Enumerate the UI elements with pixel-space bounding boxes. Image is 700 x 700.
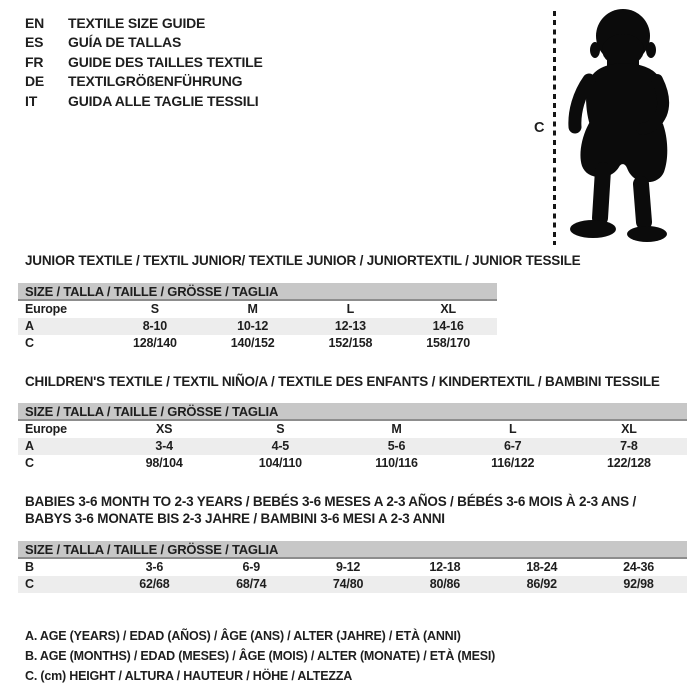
height-cell: 122/128	[607, 456, 651, 470]
language-label: TEXTILGRÖßENFÜHRUNG	[68, 73, 243, 90]
babies-textile-title	[25, 494, 636, 527]
height-cell: 62/68	[139, 577, 170, 591]
language-row-fr	[25, 53, 263, 72]
size-cell: XL	[440, 302, 456, 316]
babies-textile-table	[18, 541, 687, 593]
size-cell: XL	[621, 422, 637, 436]
childrens-textile-title: CHILDREN'S TEXTILE / TEXTIL NIÑO/A / TEXTILE DES ENFANTS / KINDERTEXTIL / BAMBINI TESSILE	[25, 374, 660, 389]
junior-textile-title: JUNIOR TEXTILE / TEXTIL JUNIOR/ TEXTILE JUNIOR / JUNIORTEXTIL / JUNIOR TESSILE	[25, 253, 581, 268]
table-row-height-cm	[18, 576, 687, 593]
language-label: TEXTILE SIZE GUIDE	[68, 15, 206, 31]
table-row-europe	[18, 301, 497, 318]
language-label: GUÍA DE TALLAS	[68, 34, 182, 51]
age-cell: 4-5	[271, 439, 290, 453]
age-cell: 24-36	[623, 560, 655, 574]
age-cell: 12-13	[334, 319, 366, 333]
row-label: A	[25, 319, 34, 333]
age-cell: 9-12	[335, 560, 361, 574]
size-cell: L	[346, 302, 355, 316]
child-figure	[528, 8, 693, 248]
size-cell: M	[391, 422, 402, 436]
dashed-measure-line	[553, 11, 556, 245]
toddler-silhouette-icon	[565, 8, 685, 244]
size-cell: L	[508, 422, 517, 436]
age-cell: 6-9	[242, 560, 260, 574]
language-label: GUIDE DES TAILLES TEXTILE	[68, 53, 263, 70]
height-cell: 68/74	[236, 577, 267, 591]
table-row-europe	[18, 421, 687, 438]
table-row-age-months	[18, 559, 687, 576]
language-label: GUIDA ALLE TAGLIE TESSILI	[68, 92, 259, 109]
age-cell: 10-12	[237, 319, 269, 333]
babies-title-line-2: BABYS 3-6 MONATE BIS 2-3 JAHRE / BAMBINI 3-6 MESI A 2-3 ANNI	[25, 510, 445, 526]
table-row-height-cm	[18, 455, 687, 472]
language-row-es	[25, 33, 263, 52]
footnotes	[25, 626, 495, 686]
size-header-bar: SIZE / TALLA / TAILLE / GRÖSSE / TAGLIA	[18, 283, 497, 301]
size-header-bar: SIZE / TALLA / TAILLE / GRÖSSE / TAGLIA	[18, 541, 687, 559]
height-cell: 158/170	[426, 336, 471, 350]
height-cell: 86/92	[526, 577, 557, 591]
height-cell: 98/104	[145, 456, 183, 470]
size-cell: S	[150, 302, 159, 316]
age-cell: 14-16	[432, 319, 464, 333]
row-label: B	[25, 560, 34, 574]
height-cell: 128/140	[132, 336, 177, 350]
height-cell: 110/116	[375, 456, 418, 470]
language-code: FR	[25, 53, 44, 70]
age-cell: 6-7	[503, 439, 522, 453]
babies-title-line-1: BABIES 3-6 MONTH TO 2-3 YEARS / BEBÉS 3-6 MESES A 2-3 AÑOS / BÉBÉS 3-6 MOIS À 2-3 ANS /	[25, 494, 636, 509]
height-cell: 152/158	[328, 336, 373, 350]
footnote-b: B. AGE (MONTHS) / EDAD (MESES) / ÂGE (MOIS) / ALTER (MONATE) / ETÀ (MESI)	[25, 649, 496, 663]
row-label: C	[25, 456, 34, 470]
height-measure-label: C	[534, 120, 545, 136]
size-cell: XS	[155, 422, 173, 436]
age-cell: 3-6	[145, 560, 164, 574]
table-row-height-cm	[18, 335, 497, 352]
childrens-textile-table	[18, 403, 687, 472]
language-row-en	[25, 14, 263, 33]
row-label: C	[25, 577, 34, 591]
row-label: Europe	[25, 302, 67, 316]
row-label: Europe	[25, 422, 67, 436]
height-cell: 74/80	[332, 577, 364, 591]
table-row-age-years	[18, 318, 497, 335]
size-cell: S	[276, 422, 285, 436]
height-cell: 104/110	[258, 456, 302, 470]
language-code: DE	[25, 73, 45, 90]
footnote-c: C. (cm) HEIGHT / ALTURA / HAUTEUR / HÖHE / ALTEZZA	[25, 669, 353, 683]
age-cell: 12-18	[429, 560, 461, 574]
height-cell: 140/152	[230, 336, 275, 350]
row-label: C	[25, 336, 34, 350]
age-cell: 18-24	[526, 560, 558, 574]
junior-textile-table	[18, 283, 497, 352]
language-code: ES	[25, 34, 44, 51]
size-header-bar: SIZE / TALLA / TAILLE / GRÖSSE / TAGLIA	[18, 403, 687, 421]
footnote-a: A. AGE (YEARS) / EDAD (AÑOS) / ÂGE (ANS) / ALTER (JAHRE) / ETÀ (ANNI)	[25, 629, 461, 643]
height-cell: 80/86	[429, 577, 461, 591]
row-label: A	[25, 439, 34, 453]
age-cell: 7-8	[620, 439, 638, 453]
language-list	[25, 14, 263, 111]
age-cell: 3-4	[155, 439, 173, 453]
age-cell: 8-10	[142, 319, 167, 333]
size-cell: M	[247, 302, 258, 316]
language-row-de	[25, 72, 263, 91]
table-row-age-years	[18, 438, 687, 455]
language-code: IT	[25, 92, 38, 109]
height-cell: 116/122	[491, 456, 535, 470]
language-code: EN	[25, 15, 45, 31]
language-row-it	[25, 92, 263, 111]
height-cell: 92/98	[623, 577, 654, 591]
age-cell: 5-6	[387, 439, 406, 453]
